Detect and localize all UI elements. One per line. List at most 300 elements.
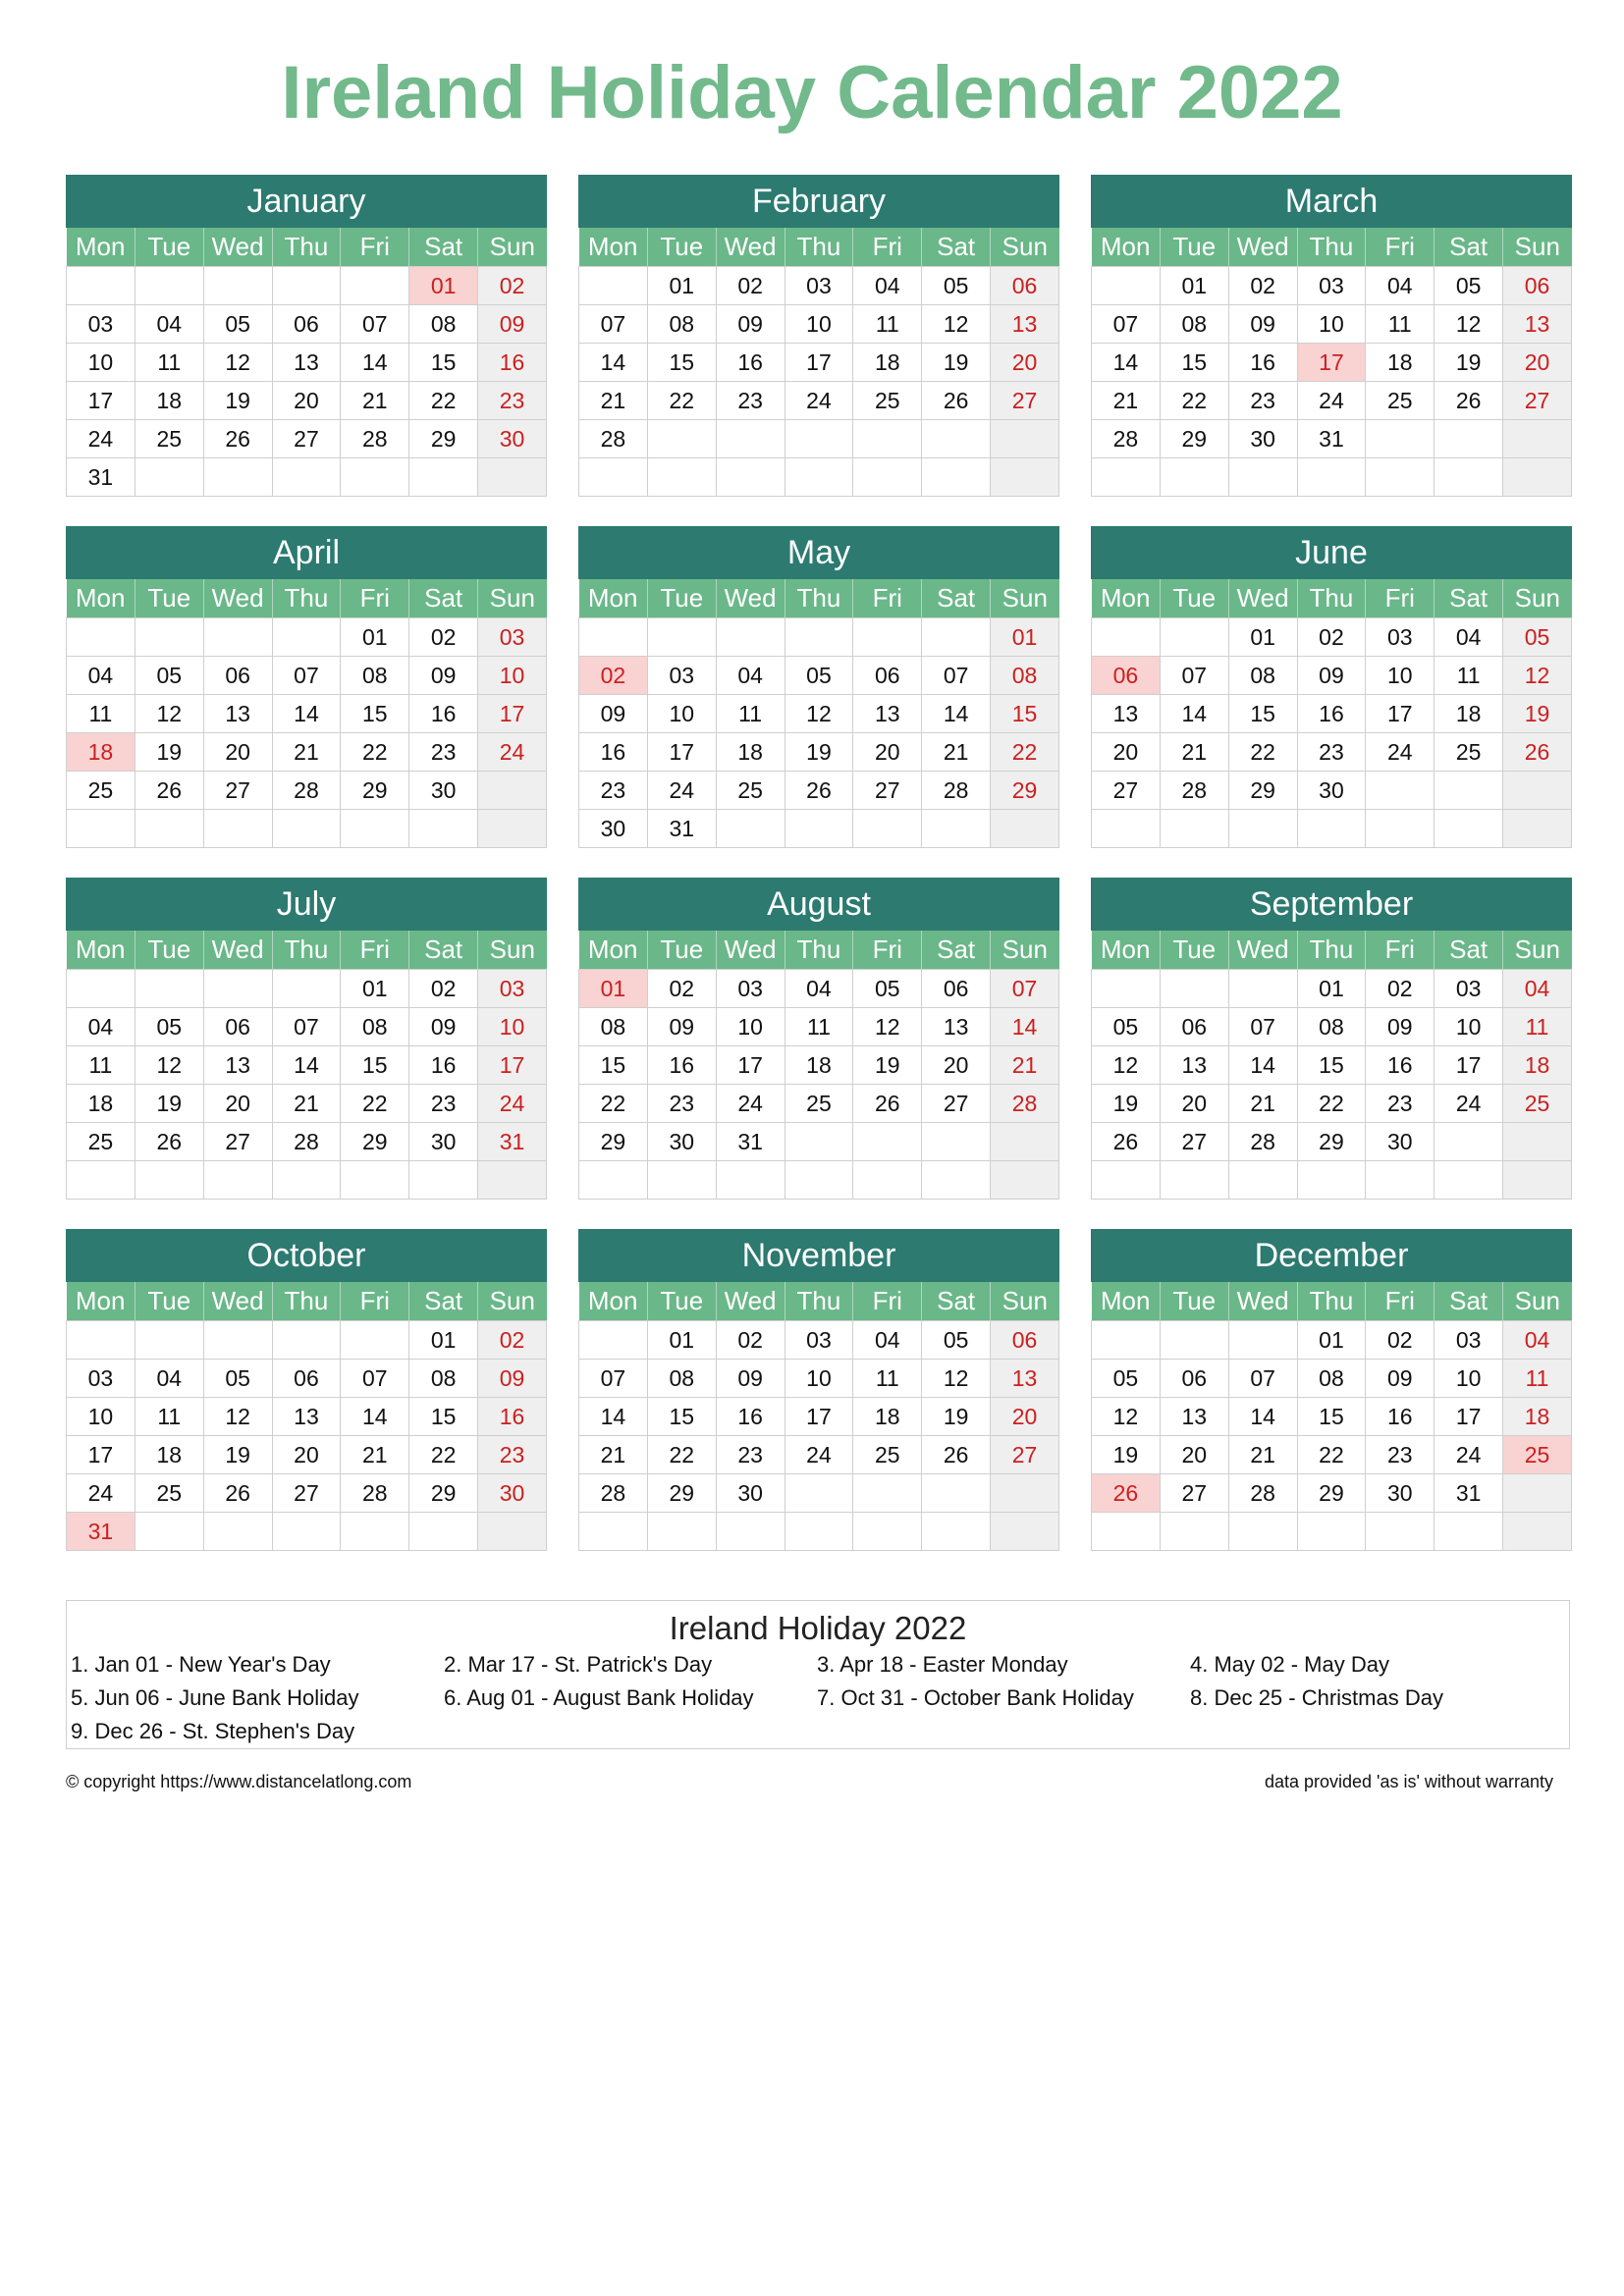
day-cell: 17	[67, 382, 135, 420]
day-cell: 21	[341, 382, 409, 420]
weekday-header: Tue	[1160, 228, 1228, 267]
day-cell	[478, 810, 547, 848]
day-cell	[135, 618, 203, 657]
day-cell: 22	[341, 733, 409, 772]
day-cell: 27	[1503, 382, 1572, 420]
day-cell: 18	[1503, 1046, 1572, 1085]
day-cell: 25	[1435, 733, 1503, 772]
day-cell: 31	[1435, 1474, 1503, 1513]
day-cell: 15	[409, 344, 478, 382]
week-row	[67, 382, 547, 420]
day-cell	[67, 267, 135, 305]
day-cell: 28	[579, 420, 648, 458]
day-cell: 13	[203, 695, 272, 733]
month-grid	[578, 228, 1059, 497]
day-cell: 19	[1092, 1085, 1161, 1123]
weekday-header: Sat	[1435, 579, 1503, 618]
day-cell	[853, 1123, 922, 1161]
day-cell: 08	[341, 657, 409, 695]
day-cell: 11	[785, 1008, 853, 1046]
day-cell: 17	[647, 733, 716, 772]
week-row	[1092, 1474, 1572, 1513]
weekday-header: Wed	[203, 931, 272, 970]
day-cell: 24	[1435, 1436, 1503, 1474]
day-cell: 18	[1366, 344, 1435, 382]
day-cell: 28	[341, 1474, 409, 1513]
day-cell: 02	[579, 657, 648, 695]
weekday-header: Thu	[1297, 931, 1366, 970]
month-name: June	[1091, 526, 1572, 579]
week-row	[579, 305, 1059, 344]
day-cell	[409, 1161, 478, 1200]
day-cell: 13	[853, 695, 922, 733]
day-cell: 29	[409, 420, 478, 458]
day-cell: 08	[647, 1360, 716, 1398]
day-cell	[341, 1161, 409, 1200]
week-row	[67, 1321, 547, 1360]
weekday-header: Tue	[1160, 579, 1228, 618]
weekday-header: Sat	[922, 228, 991, 267]
day-cell: 29	[1228, 772, 1297, 810]
month-grid	[1091, 1282, 1572, 1551]
day-cell: 06	[1503, 267, 1572, 305]
day-cell: 02	[1366, 970, 1435, 1008]
day-cell	[272, 810, 341, 848]
month-grid	[578, 579, 1059, 848]
day-cell: 25	[1503, 1436, 1572, 1474]
day-cell: 09	[647, 1008, 716, 1046]
day-cell	[1092, 1161, 1161, 1200]
holiday-item: 6. Aug 01 - August Bank Holiday	[444, 1685, 754, 1710]
day-cell	[478, 458, 547, 497]
weekday-header: Fri	[341, 1282, 409, 1321]
day-cell: 24	[716, 1085, 785, 1123]
month-name: April	[66, 526, 547, 579]
day-cell: 09	[716, 305, 785, 344]
day-cell	[67, 970, 135, 1008]
day-cell	[1435, 420, 1503, 458]
day-cell: 27	[272, 1474, 341, 1513]
day-cell: 22	[1297, 1436, 1366, 1474]
day-cell: 16	[478, 344, 547, 382]
day-cell: 15	[409, 1398, 478, 1436]
day-cell: 02	[647, 970, 716, 1008]
day-cell	[853, 1513, 922, 1551]
weekday-header: Mon	[579, 228, 648, 267]
day-cell: 14	[1228, 1398, 1297, 1436]
weekday-header: Wed	[716, 228, 785, 267]
day-cell	[579, 267, 648, 305]
day-cell	[785, 1474, 853, 1513]
week-row	[1092, 733, 1572, 772]
day-cell: 03	[1435, 970, 1503, 1008]
day-cell	[272, 970, 341, 1008]
day-cell	[1435, 1161, 1503, 1200]
day-cell: 02	[478, 267, 547, 305]
day-cell	[785, 810, 853, 848]
day-cell: 05	[1092, 1008, 1161, 1046]
day-cell: 12	[1092, 1398, 1161, 1436]
weekday-header: Tue	[647, 228, 716, 267]
day-cell: 05	[853, 970, 922, 1008]
day-cell: 03	[1435, 1321, 1503, 1360]
weekday-header: Fri	[853, 931, 922, 970]
day-cell: 13	[1092, 695, 1161, 733]
day-cell: 14	[1228, 1046, 1297, 1085]
week-row	[67, 1085, 547, 1123]
day-cell: 08	[991, 657, 1059, 695]
weekday-header: Fri	[341, 931, 409, 970]
day-cell	[991, 1513, 1059, 1551]
month-november	[578, 1229, 1059, 1551]
day-cell	[409, 458, 478, 497]
day-cell: 26	[1435, 382, 1503, 420]
day-cell: 25	[853, 1436, 922, 1474]
weekday-header: Fri	[341, 579, 409, 618]
week-row	[1092, 695, 1572, 733]
weekday-header: Fri	[853, 579, 922, 618]
day-cell	[853, 420, 922, 458]
day-cell: 07	[922, 657, 991, 695]
day-cell: 25	[67, 772, 135, 810]
day-cell: 23	[579, 772, 648, 810]
week-row	[1092, 1008, 1572, 1046]
day-cell: 16	[409, 695, 478, 733]
weekday-header: Fri	[1366, 931, 1435, 970]
day-cell: 17	[1435, 1046, 1503, 1085]
day-cell: 30	[647, 1123, 716, 1161]
day-cell	[341, 1321, 409, 1360]
day-cell	[647, 458, 716, 497]
week-row	[67, 458, 547, 497]
day-cell	[1503, 1161, 1572, 1200]
day-cell: 22	[409, 1436, 478, 1474]
day-cell: 14	[991, 1008, 1059, 1046]
day-cell: 06	[1160, 1008, 1228, 1046]
day-cell: 18	[1435, 695, 1503, 733]
day-cell	[1366, 420, 1435, 458]
weekday-header: Sat	[922, 579, 991, 618]
day-cell: 19	[785, 733, 853, 772]
day-cell: 13	[272, 1398, 341, 1436]
day-cell: 13	[1160, 1398, 1228, 1436]
day-cell	[853, 810, 922, 848]
day-cell	[409, 1513, 478, 1551]
week-row	[579, 1046, 1059, 1085]
week-row	[67, 1161, 547, 1200]
day-cell	[853, 618, 922, 657]
weekday-header: Sun	[1001, 232, 1048, 261]
week-row	[579, 772, 1059, 810]
day-cell: 24	[478, 733, 547, 772]
day-cell	[67, 810, 135, 848]
week-row	[579, 1360, 1059, 1398]
day-cell	[1092, 810, 1161, 848]
weekday-header: Mon	[579, 579, 648, 618]
day-cell: 05	[1503, 618, 1572, 657]
day-cell	[991, 458, 1059, 497]
week-row	[579, 618, 1059, 657]
day-cell: 12	[922, 1360, 991, 1398]
day-cell	[785, 618, 853, 657]
weekday-header: Wed	[1228, 931, 1297, 970]
day-cell: 11	[1503, 1360, 1572, 1398]
day-cell: 07	[341, 305, 409, 344]
day-cell: 04	[135, 305, 203, 344]
day-cell: 06	[853, 657, 922, 695]
day-cell	[67, 618, 135, 657]
weekday-header: Mon	[67, 931, 135, 970]
holiday-list-panel	[66, 1600, 1570, 1749]
day-cell: 29	[1297, 1123, 1366, 1161]
day-cell	[922, 618, 991, 657]
day-cell	[922, 1513, 991, 1551]
weekday-header: Sat	[922, 931, 991, 970]
day-cell: 31	[67, 458, 135, 497]
day-cell: 22	[579, 1085, 648, 1123]
day-cell: 08	[409, 305, 478, 344]
week-row	[579, 1085, 1059, 1123]
weekday-header: Fri	[853, 1282, 922, 1321]
weekday-header: Sun	[489, 934, 535, 964]
weekday-header: Mon	[1092, 931, 1161, 970]
holiday-item: 4. May 02 - May Day	[1190, 1652, 1389, 1677]
day-cell: 18	[853, 344, 922, 382]
day-cell: 22	[1228, 733, 1297, 772]
day-cell: 20	[1160, 1436, 1228, 1474]
day-cell: 27	[203, 772, 272, 810]
weekday-header: Tue	[647, 1282, 716, 1321]
day-cell: 20	[991, 1398, 1059, 1436]
day-cell	[341, 458, 409, 497]
day-cell	[478, 1161, 547, 1200]
day-cell: 14	[579, 1398, 648, 1436]
day-cell: 24	[647, 772, 716, 810]
week-row	[67, 772, 547, 810]
day-cell: 26	[1092, 1123, 1161, 1161]
month-grid	[66, 1282, 547, 1551]
day-cell: 30	[579, 810, 648, 848]
week-row	[67, 1123, 547, 1161]
day-cell: 12	[853, 1008, 922, 1046]
day-cell	[716, 1161, 785, 1200]
month-march	[1091, 175, 1572, 497]
day-cell: 02	[1297, 618, 1366, 657]
day-cell: 12	[203, 1398, 272, 1436]
day-cell: 10	[785, 305, 853, 344]
day-cell: 18	[716, 733, 785, 772]
day-cell: 30	[478, 1474, 547, 1513]
day-cell: 30	[1228, 420, 1297, 458]
day-cell	[272, 1321, 341, 1360]
week-row	[1092, 382, 1572, 420]
day-cell: 19	[135, 1085, 203, 1123]
week-row	[579, 1161, 1059, 1200]
day-cell: 24	[67, 1474, 135, 1513]
day-cell	[853, 1161, 922, 1200]
day-cell	[579, 458, 648, 497]
day-cell: 28	[272, 772, 341, 810]
day-cell: 05	[135, 657, 203, 695]
day-cell: 01	[647, 267, 716, 305]
holiday-item: 8. Dec 25 - Christmas Day	[1190, 1685, 1443, 1710]
month-grid	[66, 931, 547, 1200]
week-row	[1092, 657, 1572, 695]
week-row	[579, 458, 1059, 497]
month-august	[578, 878, 1059, 1200]
day-cell: 30	[409, 772, 478, 810]
week-row	[1092, 1436, 1572, 1474]
day-cell: 01	[341, 970, 409, 1008]
day-cell: 18	[785, 1046, 853, 1085]
day-cell: 05	[922, 267, 991, 305]
day-cell	[785, 1161, 853, 1200]
day-cell	[991, 810, 1059, 848]
day-cell	[135, 1321, 203, 1360]
day-cell: 11	[135, 344, 203, 382]
day-cell: 20	[991, 344, 1059, 382]
day-cell: 01	[991, 618, 1059, 657]
day-cell: 09	[579, 695, 648, 733]
day-cell	[272, 458, 341, 497]
week-row	[67, 618, 547, 657]
day-cell	[1366, 458, 1435, 497]
day-cell: 31	[1297, 420, 1366, 458]
day-cell: 01	[579, 970, 648, 1008]
weekday-header: Sat	[922, 1282, 991, 1321]
day-cell: 14	[272, 695, 341, 733]
day-cell: 09	[1297, 657, 1366, 695]
day-cell: 07	[579, 1360, 648, 1398]
day-cell: 11	[67, 1046, 135, 1085]
day-cell: 06	[203, 657, 272, 695]
day-cell: 22	[647, 1436, 716, 1474]
day-cell: 29	[341, 772, 409, 810]
month-april	[66, 526, 547, 848]
day-cell	[135, 267, 203, 305]
day-cell: 04	[135, 1360, 203, 1398]
day-cell: 11	[853, 305, 922, 344]
weekday-header: Sun	[1001, 934, 1048, 964]
day-cell: 16	[1366, 1046, 1435, 1085]
month-grid	[578, 1282, 1059, 1551]
weekday-header: Mon	[67, 228, 135, 267]
day-cell: 30	[716, 1474, 785, 1513]
day-cell	[203, 1161, 272, 1200]
day-cell	[853, 458, 922, 497]
day-cell	[922, 1161, 991, 1200]
day-cell: 23	[1228, 382, 1297, 420]
day-cell: 29	[647, 1474, 716, 1513]
day-cell: 16	[1297, 695, 1366, 733]
month-grid	[1091, 228, 1572, 497]
day-cell: 30	[1366, 1474, 1435, 1513]
day-cell: 20	[922, 1046, 991, 1085]
weekday-header: Sun	[489, 232, 535, 261]
day-cell: 27	[853, 772, 922, 810]
day-cell: 04	[785, 970, 853, 1008]
day-cell: 14	[341, 1398, 409, 1436]
day-cell: 20	[203, 733, 272, 772]
weekday-header: Mon	[579, 931, 648, 970]
day-cell: 18	[853, 1398, 922, 1436]
day-cell: 04	[853, 267, 922, 305]
day-cell	[203, 618, 272, 657]
weekday-header: Fri	[341, 228, 409, 267]
day-cell: 03	[67, 305, 135, 344]
day-cell: 09	[409, 657, 478, 695]
day-cell: 09	[1366, 1360, 1435, 1398]
day-cell: 06	[272, 1360, 341, 1398]
day-cell: 12	[1435, 305, 1503, 344]
day-cell: 12	[1092, 1046, 1161, 1085]
day-cell: 26	[853, 1085, 922, 1123]
day-cell: 25	[716, 772, 785, 810]
day-cell: 01	[1297, 970, 1366, 1008]
day-cell: 24	[478, 1085, 547, 1123]
week-row	[579, 1436, 1059, 1474]
week-row	[1092, 420, 1572, 458]
weekday-header: Wed	[203, 579, 272, 618]
day-cell: 23	[409, 733, 478, 772]
day-cell: 08	[1297, 1008, 1366, 1046]
month-name: March	[1091, 175, 1572, 228]
day-cell	[409, 810, 478, 848]
day-cell: 25	[1503, 1085, 1572, 1123]
day-cell: 03	[785, 267, 853, 305]
day-cell: 11	[1503, 1008, 1572, 1046]
day-cell: 30	[1366, 1123, 1435, 1161]
week-row	[1092, 1161, 1572, 1200]
day-cell	[1160, 458, 1228, 497]
day-cell	[1503, 1513, 1572, 1551]
weekday-header: Thu	[785, 228, 853, 267]
day-cell: 01	[409, 1321, 478, 1360]
day-cell: 18	[1503, 1398, 1572, 1436]
day-cell	[785, 420, 853, 458]
day-cell	[341, 1513, 409, 1551]
day-cell: 28	[991, 1085, 1059, 1123]
day-cell: 07	[1228, 1360, 1297, 1398]
day-cell: 15	[1297, 1398, 1366, 1436]
day-cell: 07	[272, 657, 341, 695]
day-cell: 30	[409, 1123, 478, 1161]
day-cell	[991, 1123, 1059, 1161]
month-september	[1091, 878, 1572, 1200]
day-cell: 15	[579, 1046, 648, 1085]
day-cell: 23	[647, 1085, 716, 1123]
day-cell: 15	[1228, 695, 1297, 733]
day-cell	[1160, 970, 1228, 1008]
month-february	[578, 175, 1059, 497]
day-cell: 01	[341, 618, 409, 657]
day-cell	[1160, 1161, 1228, 1200]
day-cell: 17	[478, 695, 547, 733]
day-cell: 31	[67, 1513, 135, 1551]
day-cell: 17	[67, 1436, 135, 1474]
day-cell: 03	[647, 657, 716, 695]
week-row	[579, 1123, 1059, 1161]
week-row	[1092, 1321, 1572, 1360]
day-cell: 06	[991, 267, 1059, 305]
day-cell	[579, 1161, 648, 1200]
day-cell: 16	[647, 1046, 716, 1085]
day-cell	[203, 810, 272, 848]
day-cell	[647, 1161, 716, 1200]
day-cell	[1092, 267, 1161, 305]
day-cell: 31	[716, 1123, 785, 1161]
day-cell: 21	[579, 1436, 648, 1474]
